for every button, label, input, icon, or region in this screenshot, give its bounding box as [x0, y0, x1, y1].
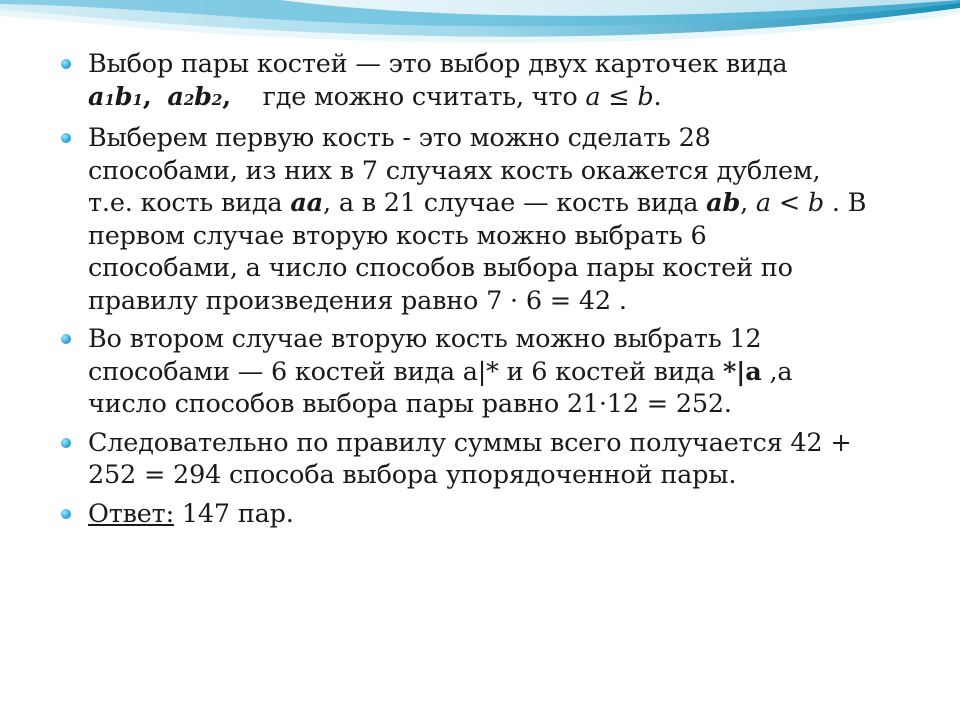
bullet-icon [61, 334, 71, 344]
text-line [88, 498, 930, 531]
text-line [88, 81, 930, 117]
bullet-icon [61, 133, 71, 143]
subscript: 1 [104, 90, 115, 109]
text: где можно считать, что [262, 81, 578, 112]
answer-value: 147 пар. [173, 498, 294, 529]
text-line: 252 = 294 способа выбора упорядоченной пары. [88, 460, 737, 490]
var-a: a [755, 188, 771, 218]
text-line: способами, а число способов выбора пары костей по [88, 253, 793, 283]
text-line: Выберем первую кость - это можно сделать 28 [88, 123, 711, 153]
bullet-icon [61, 509, 71, 519]
var-b: b [114, 81, 133, 112]
period: . [653, 81, 662, 112]
var-a: a [167, 81, 184, 112]
comma: , [142, 81, 152, 112]
lt-sign: < [770, 188, 808, 218]
var-b: b [807, 188, 825, 218]
text: , а в 21 случае — кость вида [323, 188, 707, 218]
star-bar-a: *|a [723, 356, 762, 387]
text-line: правилу произведения равно 7 · 6 = 42 . [88, 285, 627, 316]
subscript: 2 [211, 90, 223, 109]
text: т.е. кость вида [88, 188, 291, 218]
text: , [740, 188, 756, 218]
leq-sign: ≤ [600, 81, 638, 112]
var-b: b [194, 81, 212, 112]
comma: , [222, 81, 231, 112]
paragraph-1 [20, 48, 930, 116]
text-line: Следовательно по правилу суммы всего получается 42 + [88, 427, 852, 458]
text: способами — 6 костей вида a|* и 6 костей вида [88, 356, 724, 387]
subscript: 2 [183, 90, 195, 109]
paragraph-5 [20, 498, 930, 531]
text-line: способами, из них в 7 случаях кость окажется дублем, [88, 155, 821, 186]
text-line: Выбор пары костей — это выбор двух карточек вида [88, 49, 788, 79]
text-line: число способов выбора пары равно 21·12 = 252. [88, 389, 732, 419]
var-a: a [585, 81, 601, 112]
answer-label: Ответ: [88, 498, 174, 529]
paragraph-2 [20, 122, 930, 317]
bullet-icon [61, 59, 71, 69]
text-line [88, 187, 930, 220]
text-line [88, 356, 930, 389]
text: . В [824, 188, 867, 218]
var-a: a [88, 81, 105, 112]
paragraph-4 [20, 427, 930, 492]
bullet-icon [61, 438, 71, 448]
content-area [20, 48, 930, 536]
subscript: 1 [132, 90, 143, 109]
var-aa: aa [290, 188, 324, 218]
paragraph-3 [20, 323, 930, 421]
var-b: b [637, 81, 654, 112]
var-ab: ab [706, 188, 741, 218]
text-line: первом случае вторую кость можно выбрать 6 [88, 220, 707, 251]
text-line: Во втором случае вторую кость можно выбрать 12 [88, 324, 762, 354]
text: ,а [761, 356, 793, 387]
